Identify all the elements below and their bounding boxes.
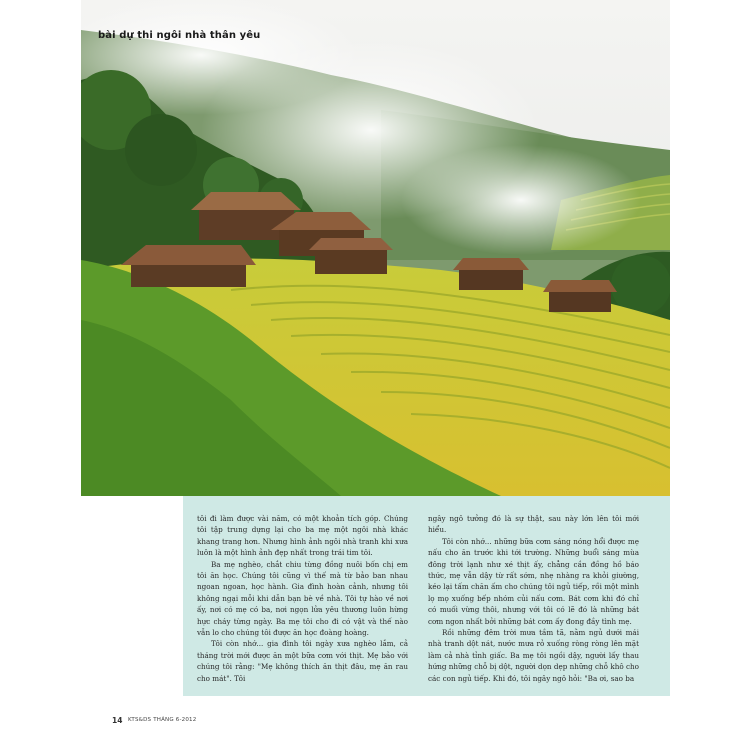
paragraph: Tôi còn nhớ... gia đình tôi ngày xưa nghèo lắm, cả tháng trời mới được ăn một bữa cơm với thịt. Mẹ bảo với chúng tôi rằng: "Mẹ không thích ăn thịt đâu, mẹ ăn rau cho mát". Tôi [197, 639, 408, 683]
paragraph: Tôi còn nhớ... những bữa cơm sáng nóng hổi được mẹ nấu cho ăn trước khi tới trường. Những buổi sáng mùa đông trời lạnh như xé thịt ấy, chẳng cần đồng hồ báo thức, mẹ vẫn dậy từ rất sớm, nhẹ nhàng ra khỏi giường, kéo lại tấm chăn ấm cho chúng tôi ngủ tiếp, rồi một mình lọ mọ xuống bếp nhóm củi nấu cơm. Bát cơm khi đó chỉ có muối vừng thôi, nhưng với tôi có lẽ đó là những bát cơm ngon nhất bởi những bát cơm ấy đong đầy tình mẹ. [428, 536, 639, 626]
page-number: 14 [112, 716, 123, 725]
article-text-box [183, 496, 670, 696]
paragraph: Rồi những đêm trời mưa tầm tã, nằm ngủ dưới mái nhà tranh dột nát, nước mưa rỏ xuống ròng ròng lên mặt làm cả nhà tỉnh giấc. Ba mẹ tôi ngồi dậy, người lấy thau hứng những chỗ bị dột, người dọn dẹp những chỗ khô cho các con ngủ tiếp. Khi đó, tôi ngây ngô hỏi: "Ba ơi, sao ba [428, 628, 639, 683]
paragraph: ngây ngô tưởng đó là sự thật, sau này lớn lên tôi mới hiểu. [428, 514, 639, 535]
section-label: bài dự thi ngôi nhà thân yêu [98, 30, 261, 41]
publication-info: KTS&DS THÁNG 6-2012 [128, 717, 197, 723]
paragraph: tôi đi làm được vài năm, có một khoản tích góp. Chúng tôi tập trung dựng lại cho ba mẹ một ngôi nhà khác khang trang hơn. Nhưng hình ảnh ngôi nhà tranh khi xưa luôn là một hình ảnh đẹp nhất trong trái tim tôi. [197, 514, 408, 558]
article-column-1 [197, 513, 408, 696]
paragraph: Ba mẹ nghèo, chắt chiu từng đồng nuôi bốn chị em tôi ăn học. Chúng tôi cũng vì thế mà từ bảo ban nhau ngoan ngoan, học hành. Gia đình hoàn cảnh, nhưng tôi không ngại mỗi khi dẫn bạn bè về nhà. Tôi tự hào về nơi ấy, nơi có mẹ có ba, nơi ngọn lửa yêu thương luôn hừng hực cháy từng ngày. Ba mẹ tôi cho đi có vật và thế nào vẫn lo cho chúng tôi được ăn học đoàng hoàng. [197, 559, 408, 638]
article-column-2 [428, 513, 639, 696]
landscape-photo [81, 0, 670, 496]
